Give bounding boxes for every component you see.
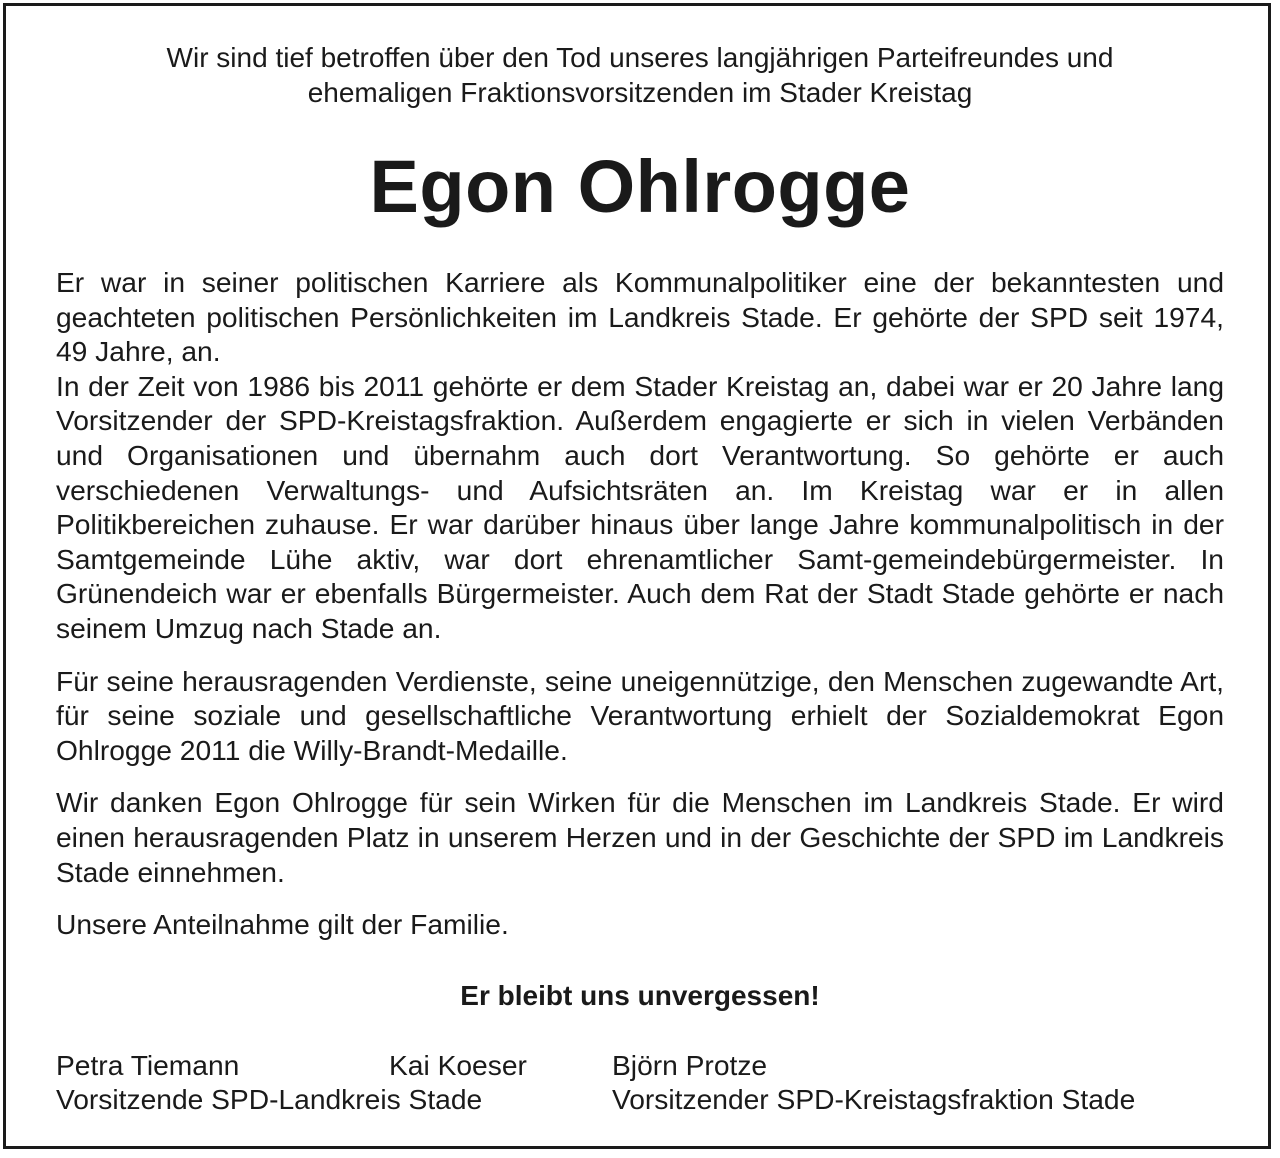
paragraph-kreistag: In der Zeit von 1986 bis 2011 gehörte er dem Stader Kreistag an, dabei war er 20 Jahre lang Vorsitzender der SPD-Kreistagsfraktion. Außerdem engagierte er sich in vielen Verbänden und Organisationen und übernahm auch dort Verantwortung. So gehörte er auch verschiedenen Verwaltungs- und Aufsichtsräten an. Im Kreistag war er in allen Politikbereichen zuhause. Er war darüber hinaus über lange Jahre kommunalpolitisch in der Samtgemeinde Lühe aktiv, war dort ehrenamtlicher Samt-gemeindebürgermeister. In Grünendeich war er ebenfalls Bürgermeister. Auch dem Rat der Stadt Stade gehörte er nach seinem Umzug nach Stade an.	[56, 369, 1224, 644]
intro-line-1: Wir sind tief betroffen über den Tod unseres langjährigen Parteifreundes und	[166, 42, 1114, 73]
paragraph-thanks: Wir danken Egon Ohlrogge für sein Wirken für die Menschen im Landkreis Stade. Er wird einen herausragenden Platz in unserem Herzen und in der Geschichte der SPD im Landkreis Stade einnehmen.	[56, 786, 1224, 888]
signatory-name-tiemann: Petra Tiemann	[56, 1049, 240, 1081]
signatory-name-protze: Björn Protze	[612, 1049, 768, 1081]
deceased-name: Egon Ohlrogge	[369, 145, 911, 228]
intro-text	[0, 40, 1280, 110]
paragraph-career: Er war in seiner politischen Karriere als Kommunalpolitiker eine der bekanntesten und geachteten politischen Persönlichkeiten im Landkreis Stade. Er gehörte der SPD seit 1974, 49 Jahre, an.	[56, 266, 1224, 368]
signatory-name-koeser: Kai Koeser	[389, 1049, 527, 1081]
paragraph-condolence: Unsere Anteilnahme gilt der Familie.	[56, 908, 509, 941]
notice-body	[56, 265, 1224, 942]
signatory-role-landkreis: Vorsitzende SPD-Landkreis Stade	[56, 1083, 483, 1115]
intro-line-2: ehemaligen Fraktionsvorsitzenden im Stader Kreistag	[307, 77, 973, 108]
signatory-role-fraktion: Vorsitzender SPD-Kreistagsfraktion Stade	[612, 1083, 1136, 1115]
closing-line: Er bleibt uns unvergessen!	[460, 980, 820, 1011]
paragraph-medal: Für seine herausragenden Verdienste, seine uneigennützige, den Menschen zugewandte Art, für seine soziale und gesellschaftliche Verantwortung erhielt der Sozialdemokrat Egon Ohlrogge 2011 die Willy-Brandt-Medaille.	[56, 664, 1224, 766]
